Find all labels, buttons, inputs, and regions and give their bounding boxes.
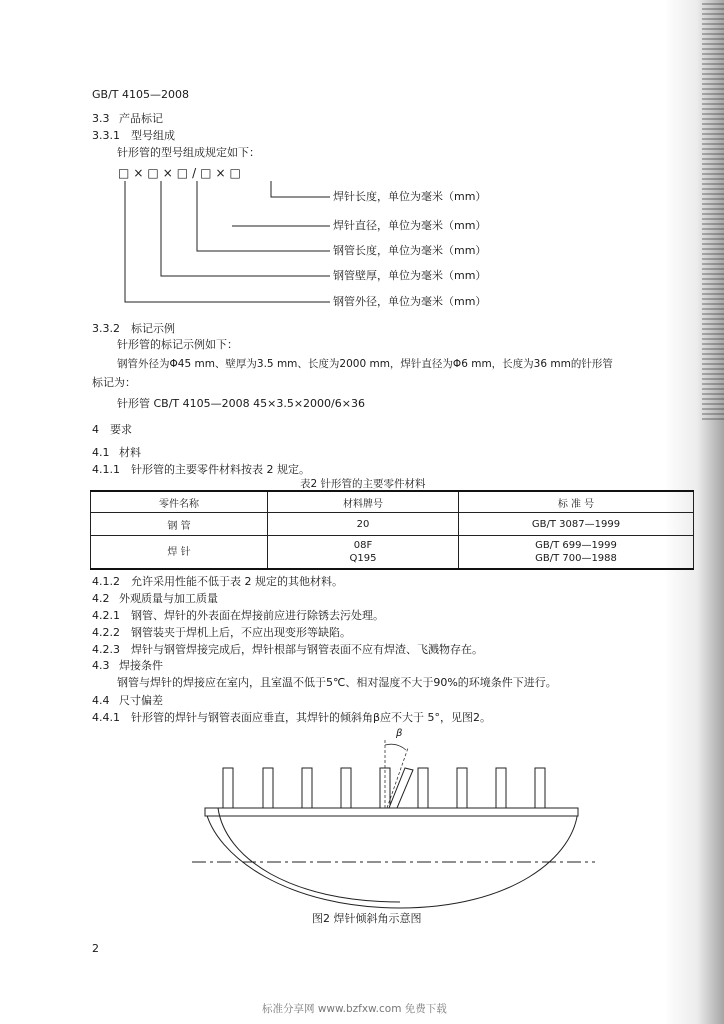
standard-header: GB/T 4105—2008 xyxy=(92,88,189,101)
model-label-needle-length: 焊针长度，单位为毫米（mm） xyxy=(333,190,487,203)
model-code: □×□×□/□×□ xyxy=(118,166,245,180)
needle xyxy=(223,768,233,808)
pipe-cross-section xyxy=(205,808,578,908)
needle xyxy=(302,768,312,808)
needle xyxy=(263,768,273,808)
example-code: 针形管 CB/T 4105—2008 45×3.5×2000/6×36 xyxy=(117,397,365,410)
section-4-1-2-number: 4.1.2 xyxy=(92,575,120,588)
section-4-4-1-text: 针形管的焊针与钢管表面应垂直，其焊针的倾斜角β应不大于 5°，见图2。 xyxy=(131,711,492,724)
section-4-2-3-text: 焊针与钢管焊接完成后，焊针根部与钢管表面不应有焊渣、飞溅物存在。 xyxy=(131,643,483,656)
page-number: 2 xyxy=(92,942,99,955)
table-header: 材料牌号 xyxy=(268,491,459,513)
needle xyxy=(496,768,506,808)
tilted-needle xyxy=(389,768,413,808)
section-4-4-title: 尺寸偏差 xyxy=(119,694,163,707)
section-4-2-2-number: 4.2.2 xyxy=(92,626,120,639)
needle xyxy=(457,768,467,808)
table-cell-standard: GB/T 699—1999 GB/T 700—1988 xyxy=(459,536,694,570)
section-4-1-1-number: 4.1.1 xyxy=(92,463,120,476)
section-3-3-1-number: 3.3.1 xyxy=(92,129,120,142)
section-4-3-text: 钢管与焊针的焊接应在室内，且室温不低于5℃、相对湿度不大于90%的环境条件下进行。 xyxy=(117,676,557,689)
section-3-3-number: 3.3 xyxy=(92,112,110,125)
table-header: 标 准 号 xyxy=(459,491,694,513)
needle xyxy=(341,768,351,808)
watermark-footer: 标准分享网 www.bzfxw.com 免费下载 xyxy=(262,1003,447,1015)
model-label-outer-diameter: 钢管外径，单位为毫米（mm） xyxy=(333,295,487,308)
beta-angle-label: β xyxy=(396,728,403,739)
table-header: 零件名称 xyxy=(91,491,268,513)
section-4-4-number: 4.4 xyxy=(92,694,110,707)
model-label-wall-thickness: 钢管壁厚，单位为毫米（mm） xyxy=(333,269,487,282)
table-cell-material: 20 xyxy=(268,513,459,536)
section-4-title: 要求 xyxy=(110,423,132,436)
pipe-wall xyxy=(205,808,578,816)
needle xyxy=(535,768,545,808)
table-caption: 表2 针形管的主要零件材料 xyxy=(300,478,426,490)
section-4-4-1-number: 4.4.1 xyxy=(92,711,120,724)
figure-caption: 图2 焊针倾斜角示意图 xyxy=(312,912,422,925)
example-description-cont: 标记为： xyxy=(92,376,136,389)
model-label-needle-diameter: 焊针直径，单位为毫米（mm） xyxy=(333,219,487,232)
section-4-3-number: 4.3 xyxy=(92,659,110,672)
needles xyxy=(223,768,545,808)
section-4-3-title: 焊接条件 xyxy=(119,659,163,672)
section-4-1-1-text: 针形管的主要零件材料按表 2 规定。 xyxy=(131,463,310,476)
section-4-1-number: 4.1 xyxy=(92,446,110,459)
section-4-1-title: 材料 xyxy=(119,446,141,459)
example-description: 钢管外径为Φ45 mm、壁厚为3.5 mm、长度为2000 mm，焊针直径为Φ6 mm，长度为36 mm的针形管 xyxy=(117,358,613,370)
table-cell-material: 08F Q195 xyxy=(268,536,459,570)
section-4-2-number: 4.2 xyxy=(92,592,110,605)
example-intro: 针形管的标记示例如下： xyxy=(117,338,238,351)
section-4-2-2-text: 钢管装夹于焊机上后，不应出现变形等缺陷。 xyxy=(131,626,351,639)
section-3-3-2-title: 标记示例 xyxy=(131,322,175,335)
model-intro: 针形管的型号组成规定如下： xyxy=(117,146,260,159)
section-4-1-2-text: 允许采用性能不低于表 2 规定的其他材料。 xyxy=(131,575,343,588)
section-3-3-2-number: 3.3.2 xyxy=(92,322,120,335)
needle xyxy=(418,768,428,808)
section-4-2-title: 外观质量与加工质量 xyxy=(119,592,218,605)
table-cell-standard: GB/T 3087—1999 xyxy=(459,513,694,536)
section-4-2-1-number: 4.2.1 xyxy=(92,609,120,622)
section-4-number: 4 xyxy=(92,423,99,436)
section-3-3-title: 产品标记 xyxy=(119,112,163,125)
section-4-2-1-text: 钢管、焊针的外表面在焊接前应进行除锈去污处理。 xyxy=(131,609,384,622)
table-cell-part: 焊 针 xyxy=(91,536,268,570)
table-cell-part: 钢 管 xyxy=(91,513,268,536)
model-label-pipe-length: 钢管长度，单位为毫米（mm） xyxy=(333,244,487,257)
section-4-2-3-number: 4.2.3 xyxy=(92,643,120,656)
section-3-3-1-title: 型号组成 xyxy=(131,129,175,142)
